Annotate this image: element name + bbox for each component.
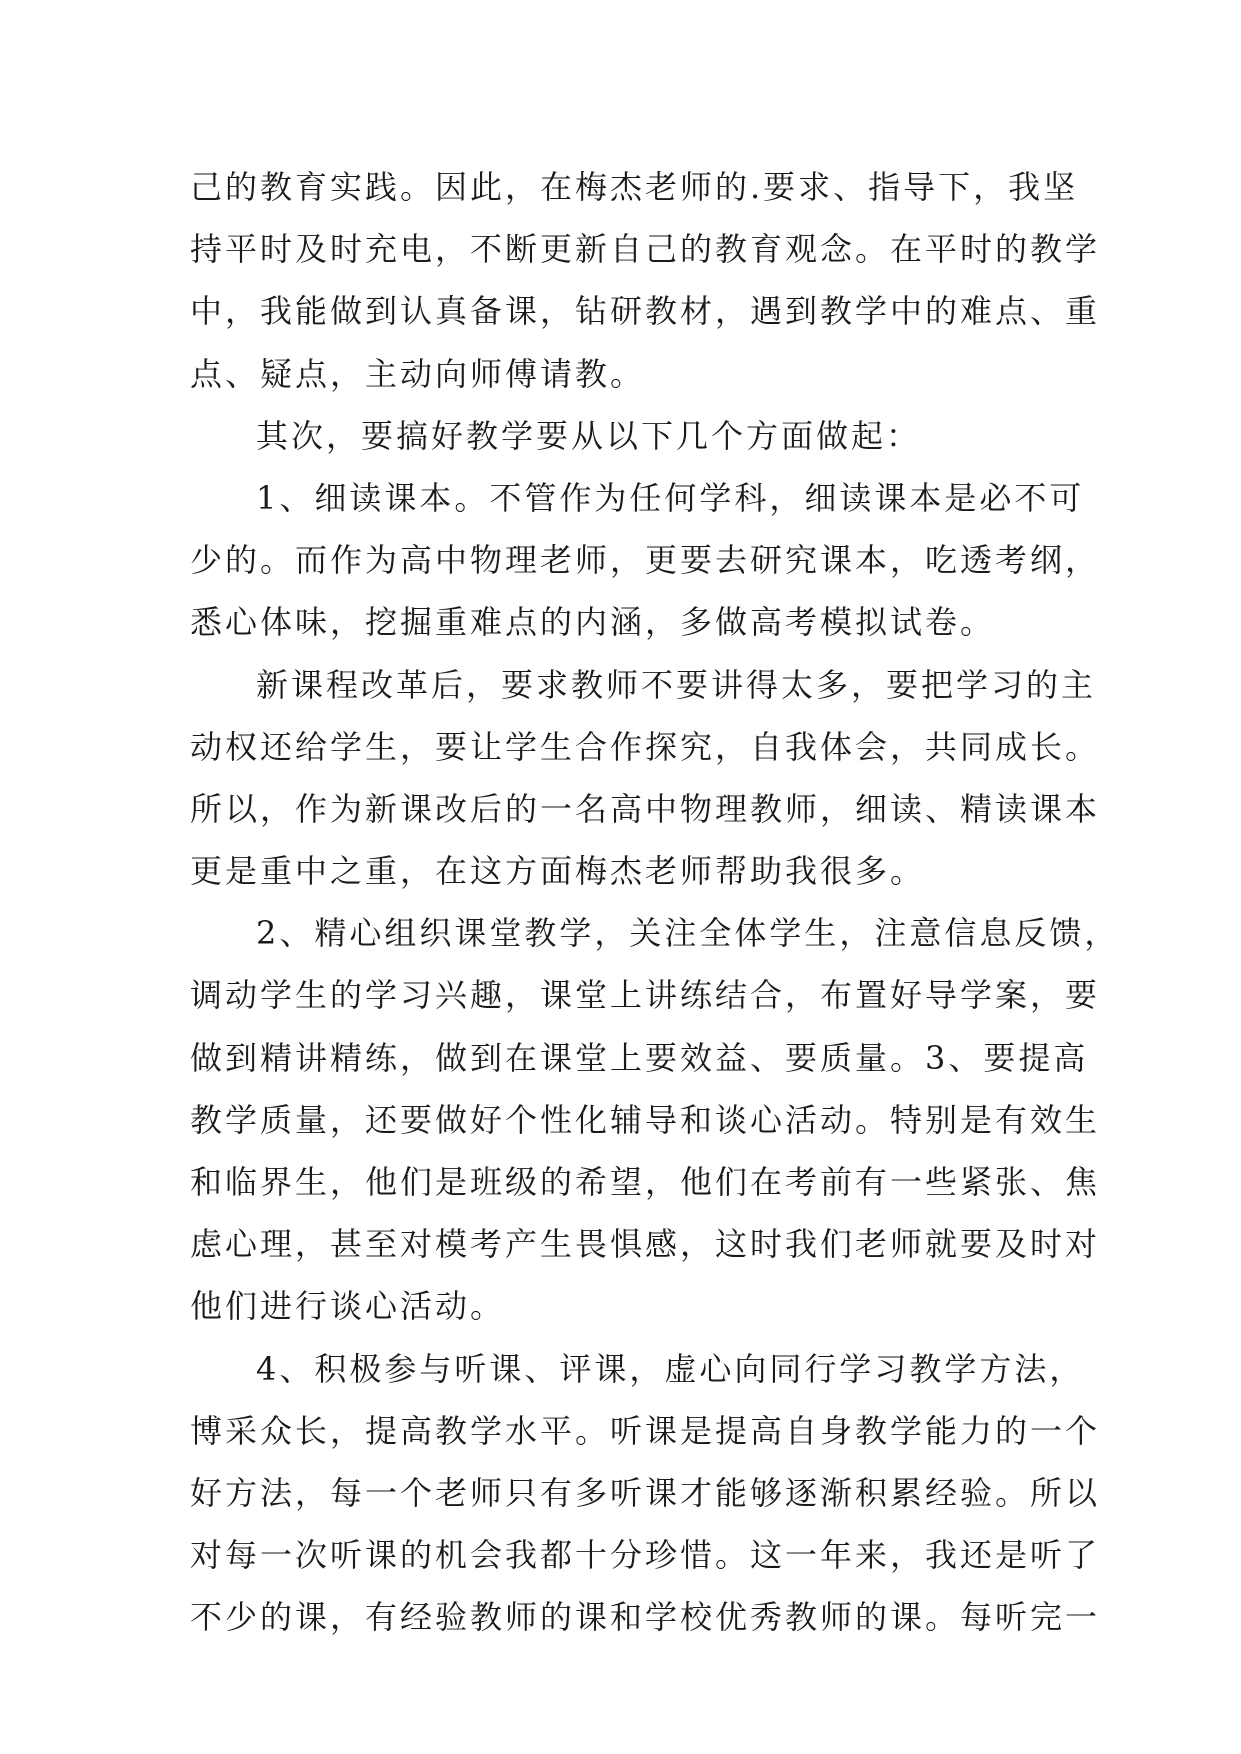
text-line: 少的。而作为高中物理老师，更要去研究课本，吃透考纲，	[190, 541, 1101, 580]
text-line: 不少的课，有经验教师的课和学校优秀教师的课。每听完一	[190, 1598, 1101, 1637]
text-line: 2、精心组织课堂教学，关注全体学生，注意信息反馈，	[256, 914, 1120, 953]
text-line: 持平时及时充电，不断更新自己的教育观念。在平时的教学	[190, 230, 1101, 269]
text-line: 其次，要搞好教学要从以下几个方面做起：	[256, 416, 922, 455]
text-line: 虑心理，甚至对模考产生畏惧感，这时我们老师就要及时对	[190, 1225, 1101, 1264]
text-line: 好方法，每一个老师只有多听课才能够逐渐积累经验。所以	[190, 1473, 1101, 1512]
body-text	[190, 156, 1120, 1649]
text-line: 新课程改革后，要求教师不要讲得太多，要把学习的主	[256, 665, 1097, 704]
text-line: 他们进行谈心活动。	[190, 1287, 506, 1326]
text-line: 教学质量，还要做好个性化辅导和谈心活动。特别是有效生	[190, 1100, 1101, 1139]
text-line: 点、疑点，主动向师傅请教。	[190, 354, 646, 393]
text-line: 1、细读课本。不管作为任何学科，细读课本是必不可	[256, 478, 1085, 517]
text-line: 所以，作为新课改后的一名高中物理教师，细读、精读课本	[190, 789, 1101, 828]
text-line: 更是重中之重，在这方面梅杰老师帮助我很多。	[190, 852, 926, 891]
text-line: 中，我能做到认真备课，钻研教材，遇到教学中的难点、重	[190, 292, 1101, 331]
text-line: 对每一次听课的机会我都十分珍惜。这一年来，我还是听了	[190, 1536, 1101, 1575]
text-line: 己的教育实践。因此，在梅杰老师的.要求、指导下，我坚	[190, 168, 1079, 206]
text-line: 悉心体味，挖掘重难点的内涵，多做高考模拟试卷。	[190, 603, 996, 642]
text-line: 动权还给学生，要让学生合作探究，自我体会，共同成长。	[190, 727, 1101, 766]
text-line: 4、积极参与听课、评课，虚心向同行学习教学方法，	[256, 1349, 1085, 1388]
text-line: 调动学生的学习兴趣，课堂上讲练结合，布置好导学案，要	[190, 976, 1101, 1015]
text-line: 做到精讲精练，做到在课堂上要效益、要质量。3、要提高	[190, 1038, 1089, 1077]
text-line: 和临界生，他们是班级的希望，他们在考前有一些紧张、焦	[190, 1163, 1101, 1201]
text-line: 博采众长，提高教学水平。听课是提高自身教学能力的一个	[190, 1411, 1101, 1450]
